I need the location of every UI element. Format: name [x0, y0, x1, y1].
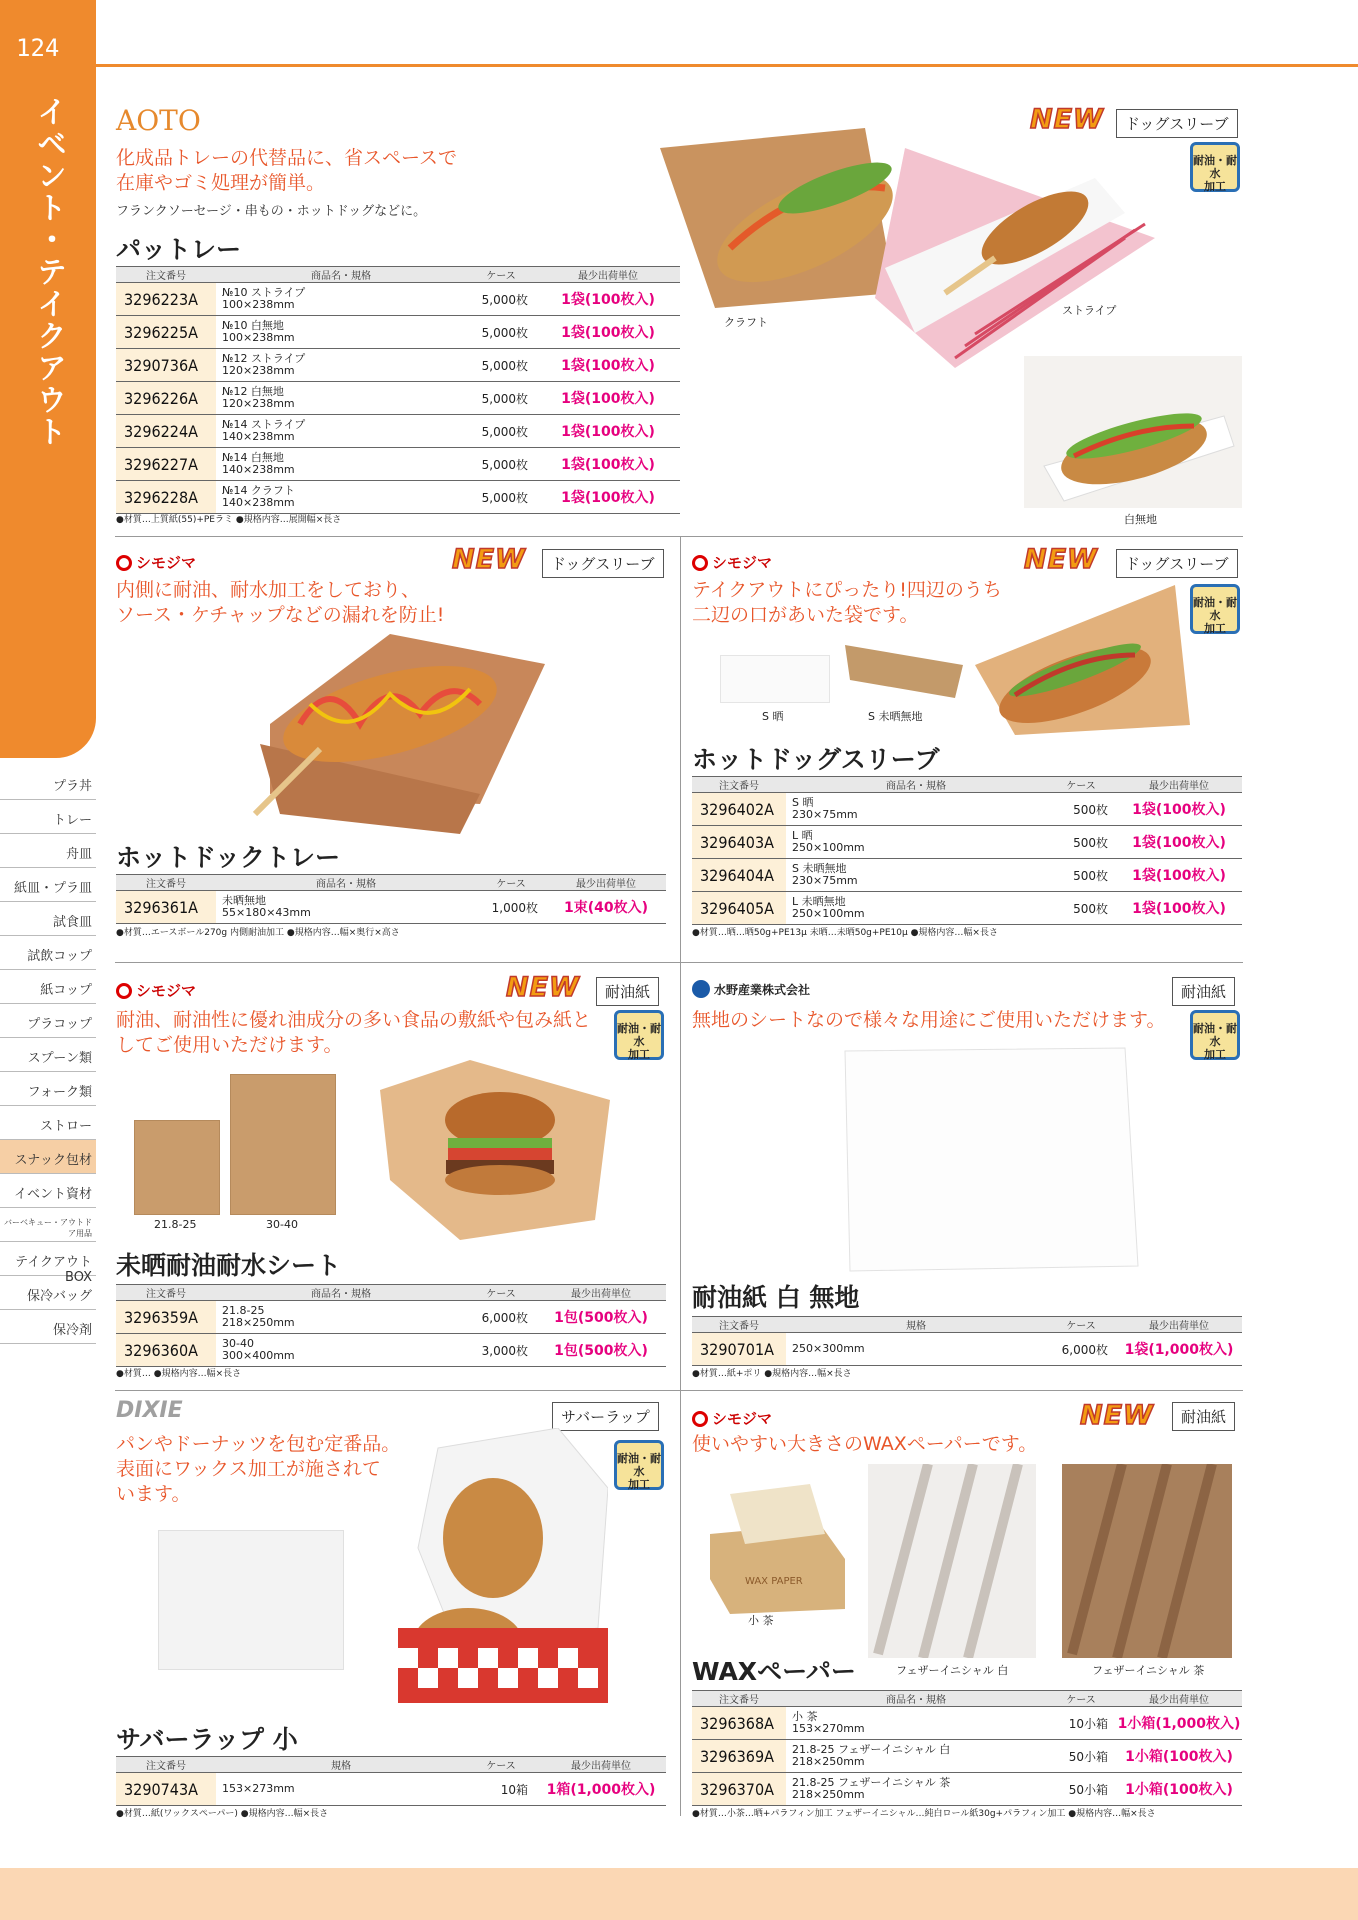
category-tag: サバーラップ: [552, 1402, 659, 1431]
category-item[interactable]: 試飲コップ: [0, 936, 96, 970]
oil-water-badge: 耐油・耐水 加工: [614, 1440, 664, 1490]
oil-water-badge: 耐油・耐水 加工: [1190, 142, 1240, 192]
column-divider: [680, 536, 681, 1816]
col-header: 商品名・規格: [786, 777, 1046, 793]
col-header: 最少出荷単位: [536, 267, 680, 283]
spec-line2: 250×100mm: [792, 841, 865, 854]
row-divider: [115, 1390, 1243, 1391]
min-unit: 1袋(100枚入): [536, 316, 680, 349]
product-spec: [216, 1301, 466, 1334]
brand-logo-mizuno: 水野産業株式会社: [692, 980, 810, 998]
donut-wrap-photo: [398, 1428, 608, 1703]
spec-line2: 218×250mm: [792, 1788, 865, 1801]
category-tag: 耐油紙: [1172, 1402, 1235, 1431]
spec-line1: 未晒無地: [222, 894, 266, 907]
case-qty: 50小箱: [1046, 1740, 1116, 1773]
sheet-small-photo: [134, 1120, 220, 1215]
table-row: [692, 1740, 1242, 1773]
order-code: 3296227A: [116, 448, 216, 481]
table-row: [116, 283, 680, 316]
spec-line2: 153×270mm: [792, 1722, 865, 1735]
col-header: 最少出荷単位: [1116, 1317, 1242, 1333]
product-spec: [786, 1333, 1046, 1366]
min-unit: 1箱(1,000枚入): [536, 1773, 666, 1806]
col-header: 最少出荷単位: [1116, 1691, 1242, 1707]
spec-line1: №10 ストライプ: [222, 286, 306, 299]
min-unit: 1袋(100枚入): [1116, 793, 1242, 826]
min-unit: 1袋(100枚入): [1116, 892, 1242, 925]
order-code: 3290743A: [116, 1773, 216, 1806]
brand-logo-shimojima: シモジマ: [116, 980, 196, 1001]
min-unit: 1袋(100枚入): [536, 481, 680, 514]
product-spec: [216, 481, 466, 514]
category-item[interactable]: 保冷バッグ: [0, 1276, 96, 1310]
spec-line2: 140×238mm: [222, 430, 295, 443]
case-qty: 10箱: [466, 1773, 536, 1806]
order-code: 3296405A: [692, 892, 786, 925]
spec-line1: S 晒: [792, 796, 814, 809]
category-item[interactable]: テイクアウトBOX: [0, 1242, 96, 1276]
col-header: ケース: [466, 1757, 536, 1773]
oil-water-badge: 耐油・耐水 加工: [1190, 1010, 1240, 1060]
spec-line1: 小 茶: [792, 1710, 818, 1723]
spec-line1: №14 白無地: [222, 451, 284, 464]
spec-line2: 100×238mm: [222, 298, 295, 311]
case-qty: 500枚: [1046, 859, 1116, 892]
new-badge: NEW: [1024, 544, 1098, 575]
spec-line2: 250×100mm: [792, 907, 865, 920]
spec-line2: 218×250mm: [222, 1316, 295, 1329]
order-code: 3296402A: [692, 793, 786, 826]
category-tag: ドッグスリーブ: [542, 549, 664, 578]
col-header: ケース: [466, 267, 536, 283]
spec-line2: 120×238mm: [222, 397, 295, 410]
sleeve-s-white-photo: [720, 655, 830, 703]
caption-s: S 晒: [762, 710, 784, 723]
category-tag: 耐油紙: [1172, 977, 1235, 1006]
category-nav: [0, 766, 96, 1344]
sheet-large-photo: [230, 1074, 336, 1215]
min-unit: 1束(40枚入): [546, 891, 666, 924]
min-unit: 1袋(100枚入): [536, 382, 680, 415]
wax-box-photo: [700, 1484, 850, 1614]
order-code: 3296226A: [116, 382, 216, 415]
feather-brown-photo: [1062, 1464, 1232, 1658]
material-note: ●材質…小茶…晒+パラフィン加工 フェザーイニシャル…純白ロール紙30g+パラフィン加工 ●規格内容…幅×長さ: [692, 1809, 1156, 1819]
order-code: 3290701A: [692, 1333, 786, 1366]
case-qty: 5,000枚: [466, 316, 536, 349]
min-unit: 1小箱(1,000枚入): [1116, 1707, 1242, 1740]
col-header: 商品名・規格: [216, 875, 476, 891]
product-lead: 化成品トレーの代替品に、省スペースで 在庫やゴミ処理が簡単。: [116, 147, 458, 194]
table-row: [116, 448, 680, 481]
brand-logo-dixie: DIXIE: [116, 1398, 183, 1423]
product-lead: 使いやすい大きさのWAXペーパーです。: [692, 1433, 1038, 1455]
order-code: 3296224A: [116, 415, 216, 448]
case-qty: 5,000枚: [466, 349, 536, 382]
product-spec: [786, 1707, 1046, 1740]
white-sheet-photo: [840, 1046, 1140, 1276]
spec-line1: 250×300mm: [792, 1342, 865, 1355]
col-header: 商品名・規格: [786, 1691, 1046, 1707]
product-title: 未晒耐油耐水シート: [116, 1251, 342, 1280]
spec-table: [692, 1690, 1242, 1806]
case-qty: 1,000枚: [476, 891, 546, 924]
min-unit: 1小箱(100枚入): [1116, 1740, 1242, 1773]
product-spec: [216, 382, 466, 415]
product-lead: 内側に耐油、耐水加工をしており、 ソース・ケチャップなどの漏れを防止!: [116, 579, 445, 626]
spec-line1: №14 ストライプ: [222, 418, 306, 431]
col-header: ケース: [1046, 777, 1116, 793]
spec-line1: L 未晒無地: [792, 895, 846, 908]
col-header: 注文番号: [116, 267, 216, 283]
material-note: ●材質…上質紙(55)+PEラミ ●規格内容…展開幅×長さ: [116, 515, 342, 525]
table-row: [116, 1334, 666, 1367]
hotdog-tray-photo: [655, 118, 1195, 368]
caption-feather-white: フェザーイニシャル 白: [896, 1664, 1009, 1677]
min-unit: 1袋(100枚入): [536, 448, 680, 481]
top-rule: [96, 64, 1358, 67]
table-row: [692, 793, 1242, 826]
section-title: イベント・テイクアウト: [31, 96, 66, 448]
spec-line2: 140×238mm: [222, 463, 295, 476]
spec-table: [116, 1284, 666, 1367]
spec-table: [116, 1756, 666, 1806]
caption-small: 21.8-25: [154, 1218, 197, 1231]
product-spec: [216, 1773, 466, 1806]
order-code: 3296225A: [116, 316, 216, 349]
product-spec: [786, 1773, 1046, 1806]
category-item[interactable]: イベント資材: [0, 1174, 96, 1208]
spec-line2: 230×75mm: [792, 874, 858, 887]
case-qty: 500枚: [1046, 826, 1116, 859]
min-unit: 1袋(100枚入): [1116, 859, 1242, 892]
spec-line1: 30-40: [222, 1337, 254, 1350]
product-spec: [786, 892, 1046, 925]
order-code: 3296369A: [692, 1740, 786, 1773]
case-qty: 500枚: [1046, 793, 1116, 826]
table-row: [116, 316, 680, 349]
category-tag: ドッグスリーブ: [1116, 109, 1238, 138]
order-code: 3296361A: [116, 891, 216, 924]
caption-feather-brown: フェザーイニシャル 茶: [1092, 1664, 1205, 1677]
category-item[interactable]: トレー: [0, 800, 96, 834]
product-spec: [216, 316, 466, 349]
table-row: [116, 349, 680, 382]
order-code: 3296359A: [116, 1301, 216, 1334]
product-lead: テイクアウトにぴったり!四辺のうち 二辺の口があいた袋です。: [692, 579, 1002, 626]
material-note: ●材質…紙(ワックスペーパー) ●規格内容…幅×長さ: [116, 1809, 329, 1819]
product-spec: [786, 826, 1046, 859]
new-badge: NEW: [506, 972, 580, 1003]
col-header: 注文番号: [116, 1757, 216, 1773]
caption-s-unbleached: S 未晒無地: [868, 710, 923, 723]
brand-logo-shimojima: シモジマ: [692, 552, 772, 573]
spec-line1: №12 ストライプ: [222, 352, 306, 365]
case-qty: 500枚: [1046, 892, 1116, 925]
product-spec: [786, 1740, 1046, 1773]
product-title: サバーラップ 小: [116, 1725, 298, 1754]
spec-line1: 21.8-25 フェザーイニシャル 茶: [792, 1776, 951, 1789]
wax-sheet-photo: [158, 1530, 344, 1670]
spec-table: [692, 776, 1242, 925]
category-tag: ドッグスリーブ: [1116, 549, 1238, 578]
case-qty: 6,000枚: [1046, 1333, 1116, 1366]
new-badge: NEW: [1080, 1400, 1154, 1431]
product-spec: [786, 859, 1046, 892]
material-note: ●材質…エースボール270g 内側耐油加工 ●規格内容…幅×奥行×高さ: [116, 928, 400, 938]
category-item[interactable]: スナック包材: [0, 1140, 96, 1174]
category-item[interactable]: 舟皿: [0, 834, 96, 868]
col-header: 規格: [216, 1757, 466, 1773]
order-code: 3296370A: [692, 1773, 786, 1806]
oil-water-badge: 耐油・耐水 加工: [1190, 584, 1240, 634]
table-row: [692, 1773, 1242, 1806]
min-unit: 1小箱(100枚入): [1116, 1773, 1242, 1806]
order-code: 3296368A: [692, 1707, 786, 1740]
col-header: 注文番号: [116, 1285, 216, 1301]
category-item[interactable]: バーベキュー・アウトドア用品: [0, 1208, 96, 1242]
spec-line1: S 未晒無地: [792, 862, 847, 875]
case-qty: 10小箱: [1046, 1707, 1116, 1740]
category-item[interactable]: 試食皿: [0, 902, 96, 936]
brand-logo-shimojima: シモジマ: [116, 552, 196, 573]
col-header: 商品名・規格: [216, 267, 466, 283]
product-title: ホットドッグスリーブ: [692, 745, 940, 774]
col-header: ケース: [1046, 1317, 1116, 1333]
case-qty: 5,000枚: [466, 481, 536, 514]
category-item[interactable]: ストロー: [0, 1106, 96, 1140]
product-subtext: フランクソーセージ・串もの・ホットドッグなどに。: [116, 204, 427, 219]
caption-box: 小 茶: [748, 1614, 774, 1627]
order-code: 3296360A: [116, 1334, 216, 1367]
new-badge: NEW: [1030, 104, 1104, 135]
category-item[interactable]: フォーク類: [0, 1072, 96, 1106]
order-code: 3296403A: [692, 826, 786, 859]
brand-logo-shimojima: シモジマ: [692, 1408, 772, 1429]
product-spec: [216, 448, 466, 481]
table-row: [116, 1301, 666, 1334]
spec-line2: 218×250mm: [792, 1755, 865, 1768]
product-title: WAXペーパー: [692, 1657, 856, 1686]
oil-water-badge: 耐油・耐水 加工: [614, 1010, 664, 1060]
category-item[interactable]: 保冷剤: [0, 1310, 96, 1344]
col-header: ケース: [1046, 1691, 1116, 1707]
spec-table: [692, 1316, 1242, 1366]
col-header: ケース: [476, 875, 546, 891]
spec-table: [116, 266, 680, 514]
material-note: ●材質… ●規格内容…幅×長さ: [116, 1369, 242, 1379]
product-title: ホットドックトレー: [116, 843, 341, 872]
order-code: 3296228A: [116, 481, 216, 514]
category-item[interactable]: プラコップ: [0, 1004, 96, 1038]
col-header: 注文番号: [692, 1317, 786, 1333]
category-item[interactable]: 紙コップ: [0, 970, 96, 1004]
spec-line1: №14 クラフト: [222, 484, 295, 497]
min-unit: 1袋(1,000枚入): [1116, 1333, 1242, 1366]
spec-table: [116, 874, 666, 924]
spec-line2: 100×238mm: [222, 331, 295, 344]
product-spec: [786, 793, 1046, 826]
product-title: パットレー: [116, 235, 242, 264]
caption-white: 白無地: [1124, 513, 1157, 526]
case-qty: 5,000枚: [466, 448, 536, 481]
caption-stripe: ストライプ: [1062, 304, 1117, 317]
table-row: [692, 1707, 1242, 1740]
case-qty: 5,000枚: [466, 382, 536, 415]
bottom-band: [0, 1868, 1358, 1920]
case-qty: 3,000枚: [466, 1334, 536, 1367]
table-row: [116, 382, 680, 415]
product-lead: 耐油、耐油性に優れ油成分の多い食品の敷紙や包み紙と してご使用いただけます。: [116, 1009, 592, 1056]
order-code: 3290736A: [116, 349, 216, 382]
case-qty: 6,000枚: [466, 1301, 536, 1334]
product-lead: 無地のシートなので様々な用途にご使用いただけます。: [692, 1009, 1166, 1031]
wax-box-label: WAX PAPER: [745, 1576, 803, 1587]
corndog-tray-photo: [250, 634, 550, 834]
product-spec: [216, 891, 476, 924]
feather-white-photo: [868, 1464, 1036, 1658]
col-header: 最少出荷単位: [536, 1285, 666, 1301]
table-row: [692, 892, 1242, 925]
order-code: 3296404A: [692, 859, 786, 892]
brand-logo-aoto: AOTO: [116, 104, 201, 137]
col-header: 注文番号: [692, 1691, 786, 1707]
case-qty: 5,000枚: [466, 283, 536, 316]
sleeve-hotdog-photo: [975, 585, 1195, 735]
product-spec: [216, 415, 466, 448]
category-item[interactable]: 紙皿・プラ皿: [0, 868, 96, 902]
case-qty: 5,000枚: [466, 415, 536, 448]
col-header: ケース: [466, 1285, 536, 1301]
new-badge: NEW: [452, 544, 526, 575]
order-code: 3296223A: [116, 283, 216, 316]
col-header: 商品名・規格: [216, 1285, 466, 1301]
burger-wrap-photo: [380, 1060, 620, 1240]
min-unit: 1包(500枚入): [536, 1334, 666, 1367]
col-header: 規格: [786, 1317, 1046, 1333]
category-tag: 耐油紙: [596, 977, 659, 1006]
min-unit: 1袋(100枚入): [1116, 826, 1242, 859]
table-row: [116, 1773, 666, 1806]
table-row: [692, 826, 1242, 859]
category-item[interactable]: スプーン類: [0, 1038, 96, 1072]
col-header: 注文番号: [116, 875, 216, 891]
spec-line1: 21.8-25: [222, 1304, 265, 1317]
min-unit: 1袋(100枚入): [536, 349, 680, 382]
min-unit: 1袋(100枚入): [536, 283, 680, 316]
spec-line1: №10 白無地: [222, 319, 284, 332]
spec-line1: №12 白無地: [222, 385, 284, 398]
sleeve-s-unbleached-photo: [845, 640, 963, 700]
product-spec: [216, 1334, 466, 1367]
spec-line1: 153×273mm: [222, 1782, 295, 1795]
col-header: 最少出荷単位: [1116, 777, 1242, 793]
row-divider: [115, 962, 1243, 963]
spec-line2: 230×75mm: [792, 808, 858, 821]
col-header: 最少出荷単位: [546, 875, 666, 891]
page-number: 124: [0, 0, 96, 66]
spec-line2: 140×238mm: [222, 496, 295, 509]
col-header: 注文番号: [692, 777, 786, 793]
table-row: [116, 415, 680, 448]
col-header: 最少出荷単位: [536, 1757, 666, 1773]
spec-line1: 21.8-25 フェザーイニシャル 白: [792, 1743, 951, 1756]
product-title: 耐油紙 白 無地: [692, 1283, 860, 1312]
category-item[interactable]: プラ丼: [0, 766, 96, 800]
spec-line2: 55×180×43mm: [222, 906, 311, 919]
table-row: [692, 1333, 1242, 1366]
table-row: [692, 859, 1242, 892]
material-note: ●材質…晒…晒50g+PE13μ 未晒…未晒50g+PE10μ ●規格内容…幅×長さ: [692, 928, 998, 938]
white-tray-photo: [1024, 356, 1242, 508]
min-unit: 1袋(100枚入): [536, 415, 680, 448]
row-divider: [115, 536, 1243, 537]
product-spec: [216, 283, 466, 316]
case-qty: 50小箱: [1046, 1773, 1116, 1806]
table-row: [116, 481, 680, 514]
caption-large: 30-40: [266, 1218, 298, 1231]
min-unit: 1包(500枚入): [536, 1301, 666, 1334]
product-lead: パンやドーナッツを包む定番品。 表面にワックス加工が施されて います。: [116, 1433, 401, 1505]
table-row: [116, 891, 666, 924]
spec-line2: 120×238mm: [222, 364, 295, 377]
caption-kraft: クラフト: [724, 316, 768, 329]
spec-line1: L 晒: [792, 829, 813, 842]
material-note: ●材質…紙+ポリ ●規格内容…幅×長さ: [692, 1369, 852, 1379]
product-spec: [216, 349, 466, 382]
spec-line2: 300×400mm: [222, 1349, 295, 1362]
